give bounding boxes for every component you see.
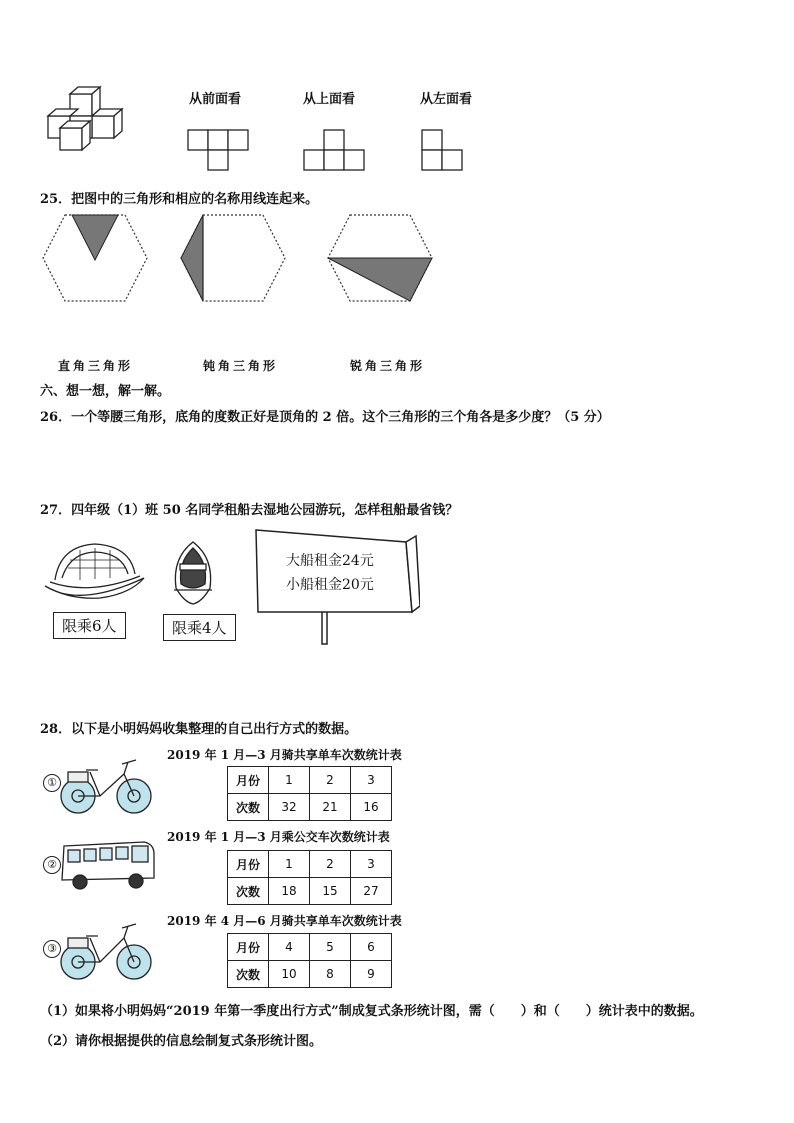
table-cell: 月份 [228, 934, 269, 961]
table-row [228, 961, 392, 988]
triangle-label-right: 直角三角形 [58, 359, 134, 373]
table-3-title: 2019 年 4 月—6 月骑共享单车次数统计表 [167, 914, 402, 928]
table-cell: 21 [310, 794, 351, 821]
table-cell: 次数 [228, 878, 269, 905]
table-row [228, 878, 392, 905]
table-cell: 18 [269, 878, 310, 905]
table-row [228, 794, 392, 821]
top-view-figure [302, 128, 366, 174]
table-cell: 8 [310, 961, 351, 988]
marker-2: ② [43, 856, 61, 874]
bicycle-icon [58, 918, 154, 984]
section-6-heading: 六、想一想，解一解。 [40, 384, 171, 399]
big-boat-limit: 限乘6人 [53, 612, 126, 639]
table-cell: 10 [269, 961, 310, 988]
small-boat-illustration [166, 538, 220, 608]
view-label-left: 从左面看 [420, 92, 473, 107]
table-cell: 3 [351, 767, 392, 794]
small-boat-limit: 限乘4人 [163, 614, 236, 641]
table-cell: 1 [269, 767, 310, 794]
bus-icon [58, 838, 158, 892]
q28-sub-question-2: （2）请你根据提供的信息绘制复式条形统计图。 [40, 1034, 323, 1049]
table-1 [227, 766, 392, 821]
table-cell: 32 [269, 794, 310, 821]
table-row [228, 934, 392, 961]
cube-stack-figure [40, 84, 130, 156]
table-cell: 4 [269, 934, 310, 961]
table-cell: 16 [351, 794, 392, 821]
table-cell: 5 [310, 934, 351, 961]
table-cell: 3 [351, 851, 392, 878]
big-boat-illustration [40, 538, 150, 608]
marker-1: ① [43, 774, 61, 792]
triangle-label-obtuse: 钝角三角形 [203, 359, 279, 373]
hexagon-2-figure [178, 212, 288, 304]
q28-text: 28．以下是小明妈妈收集整理的自己出行方式的数据。 [40, 722, 358, 737]
bicycle-icon [58, 756, 154, 818]
table-cell: 1 [269, 851, 310, 878]
sign-small-boat-price: 小船租金20元 [286, 577, 374, 593]
view-label-top: 从上面看 [303, 92, 356, 107]
table-cell: 次数 [228, 961, 269, 988]
front-view-figure [186, 128, 250, 174]
table-1-title: 2019 年 1 月—3 月骑共享单车次数统计表 [167, 748, 402, 762]
table-cell: 9 [351, 961, 392, 988]
table-row [228, 767, 392, 794]
hexagon-3-figure [325, 212, 435, 304]
table-cell: 6 [351, 934, 392, 961]
table-2-title: 2019 年 1 月—3 月乘公交车次数统计表 [167, 830, 390, 844]
q27-text: 27．四年级（1）班 50 名同学租船去湿地公园游玩，怎样租船最省钱？ [40, 503, 459, 518]
table-cell: 月份 [228, 851, 269, 878]
table-row [228, 851, 392, 878]
q28-sub-question-1: （1）如果将小明妈妈“2019 年第一季度出行方式”制成复式条形统计图，需（ ）和（ ）统计表中的数据。 [40, 1004, 703, 1019]
table-cell: 2 [310, 851, 351, 878]
left-view-figure [420, 128, 466, 174]
hexagon-1-figure [40, 212, 150, 304]
sign-big-boat-price: 大船租金24元 [286, 553, 374, 569]
q26-text: 26．一个等腰三角形，底角的度数正好是顶角的 2 倍。这个三角形的三个角各是多少度？（5 分） [40, 410, 610, 425]
table-cell: 27 [351, 878, 392, 905]
table-cell: 次数 [228, 794, 269, 821]
view-label-front: 从前面看 [189, 92, 242, 107]
table-cell: 月份 [228, 767, 269, 794]
triangle-label-acute: 锐角三角形 [350, 359, 426, 373]
marker-3: ③ [43, 940, 61, 958]
q25-text: 25．把图中的三角形和相应的名称用线连起来。 [40, 192, 319, 207]
table-cell: 2 [310, 767, 351, 794]
table-cell: 15 [310, 878, 351, 905]
table-2 [227, 850, 392, 905]
table-3 [227, 933, 392, 988]
